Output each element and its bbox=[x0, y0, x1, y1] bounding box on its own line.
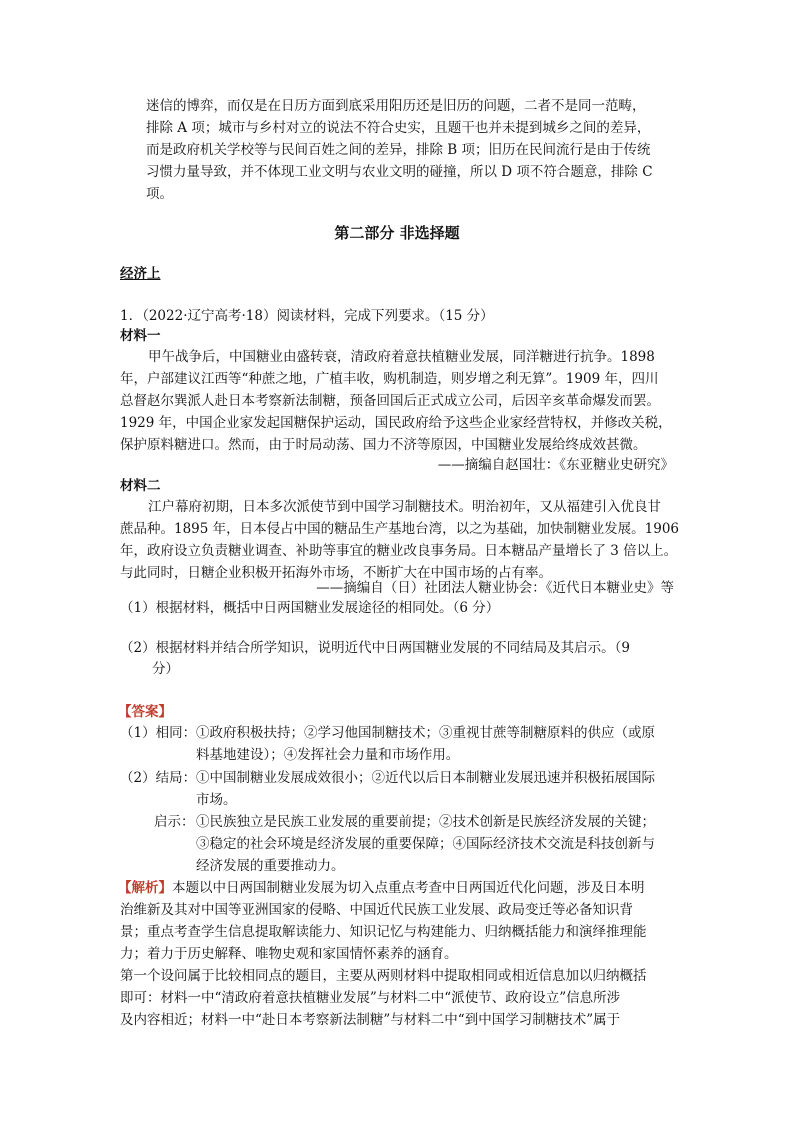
analysis-line: 即可：材料一中“清政府着意扶植糖业发展”与材料二中“派使节、政府设立”信息所涉 bbox=[120, 990, 621, 1006]
material-2-line: 江户幕府初期，日本多次派使节到中国学习制糖技术。明治初年，又从福建引入优良甘 bbox=[148, 499, 661, 515]
answer-1-line: ①政府积极扶持；②学习他国制糖技术；③重视甘蔗等制糖原料的供应（或原 bbox=[196, 725, 655, 741]
prev-explanation-line: 而是政府机关学校等与民间百姓之间的差异，排除 B 项；旧历在民间流行是由于传统 bbox=[146, 142, 651, 158]
material-1-line: 保护原料糖进口。然而，由于时局动荡、国力不济等原因，中国糖业发展给终成效甚微。 bbox=[120, 437, 647, 453]
answer-2-prefix: （2）结局： bbox=[120, 770, 197, 786]
material-1-line: 总督赵尔巽派人赴日本考察新法制糖，预备回国后正式成立公司，后因辛亥革命爆发而罢。 bbox=[120, 393, 660, 409]
material-1-label: 材料一 bbox=[120, 328, 161, 344]
analysis-line: 治维新及其对中国等亚洲国家的侵略、中国近代民族工业发展、政局变迁等必备知识背 bbox=[120, 902, 633, 918]
sub-question-2: （2）根据材料并结合所学知识，说明近代中日两国糖业发展的不同结局及其启示。（9 bbox=[120, 640, 630, 656]
analysis-line: 第一个设问属于比较相同点的题目，主要从两则材料中提取相同或相近信息加以归纳概括 bbox=[120, 968, 647, 984]
question-header: 1．（2022·辽宁高考·18）阅读材料，完成下列要求。（15 分） bbox=[120, 308, 494, 324]
sub-question-2: 分） bbox=[152, 661, 179, 677]
analysis-label: 【解析】 bbox=[118, 880, 172, 896]
analysis-line: 景；重点考查学生信息提取解读能力、知识记忆与构建能力、归纳概括能力和演绎推理能 bbox=[120, 924, 647, 940]
answer-3-line: ①民族独立是民族工业发展的重要前提；②技术创新是民族经济发展的关键； bbox=[196, 814, 655, 830]
material-1-line: 1929 年，中国企业家发起国糖保护运动，国民政府给予这些企业家经营特权，并修改关税， bbox=[120, 415, 672, 431]
analysis-text: 本题以中日两国制糖业发展为切入点重点考查中日两国近代化问题，涉及日本明 bbox=[172, 880, 645, 896]
answer-3-line: ③稳定的社会环境是经济发展的重要保障；④国际经济技术交流是科技创新与 bbox=[196, 836, 655, 852]
answer-3-line: 经济发展的重要推动力。 bbox=[196, 858, 345, 874]
material-1-line: 甲午战争后，中国糖业由盛转衰，清政府着意扶植糖业发展，同洋糖进行抗争。1898 bbox=[148, 349, 655, 365]
analysis-first-line bbox=[118, 878, 645, 898]
prev-explanation-line: 排除 A 项；城市与乡村对立的说法不符合史实，且题干也并未提到城乡之间的差异， bbox=[146, 120, 651, 136]
answer-1-prefix: （1）相同： bbox=[120, 725, 197, 741]
answer-2-line: 市场。 bbox=[196, 792, 237, 808]
answer-2-line: ①中国制糖业发展成效很小；②近代以后日本制糖业发展迅速并积极拓展国际 bbox=[196, 770, 655, 786]
material-2-line: 年，政府设立负责糖业调查、补助等事宜的糖业改良事务局。日本糖品产量增长了 3 倍以上。 bbox=[120, 543, 678, 559]
analysis-line: 力；着力于历史解释、唯物史观和家国情怀素养的涵育。 bbox=[120, 946, 458, 962]
answer-1-line: 料基地建设）；④发挥社会力量和市场作用。 bbox=[196, 747, 460, 763]
material-2-label: 材料二 bbox=[120, 478, 161, 494]
material-1-source: ——摘编自赵国壮：《东亚糖业史研究》 bbox=[437, 457, 674, 473]
section-label: 经济上 bbox=[120, 266, 161, 282]
part-title: 第二部分 非选择题 bbox=[334, 224, 460, 242]
prev-explanation-line: 迷信的博弈，而仅是在日历方面到底采用阳历还是旧历的问题，二者不是同一范畴， bbox=[146, 98, 646, 114]
prev-explanation-line: 习惯力量导致，并不体现工业文明与农业文明的碰撞，所以 D 项不符合题意，排除 C bbox=[146, 164, 653, 180]
material-2-source: ——摘编自（日）社团法人糖业协会：《近代日本糖业史》等 bbox=[316, 580, 674, 596]
sub-question-1: （1）根据材料，概括中日两国糖业发展途径的相同处。（6 分） bbox=[120, 600, 500, 616]
material-2-line: 蔗品种。1895 年，日本侵占中国的糖品生产基地台湾，以之为基础，加快制糖业发展。1906 bbox=[120, 521, 680, 537]
prev-explanation-line: 项。 bbox=[146, 186, 173, 202]
material-2-line: 与此同时，日糖企业积极开拓海外市场，不断扩大在中国市场的占有率。 bbox=[120, 565, 552, 581]
answer-label: 【答案】 bbox=[118, 704, 172, 720]
analysis-line: 及内容相近；材料一中“赴日本考察新法制糖”与材料二中“到中国学习制糖技术”属于 bbox=[120, 1012, 621, 1028]
material-1-line: 年，户部建议江西等“种蔗之地，广植丰收，购机制造，则岁增之利无算”。1909 年，四川 bbox=[120, 371, 659, 387]
answer-3-prefix: 启示： bbox=[154, 814, 195, 830]
